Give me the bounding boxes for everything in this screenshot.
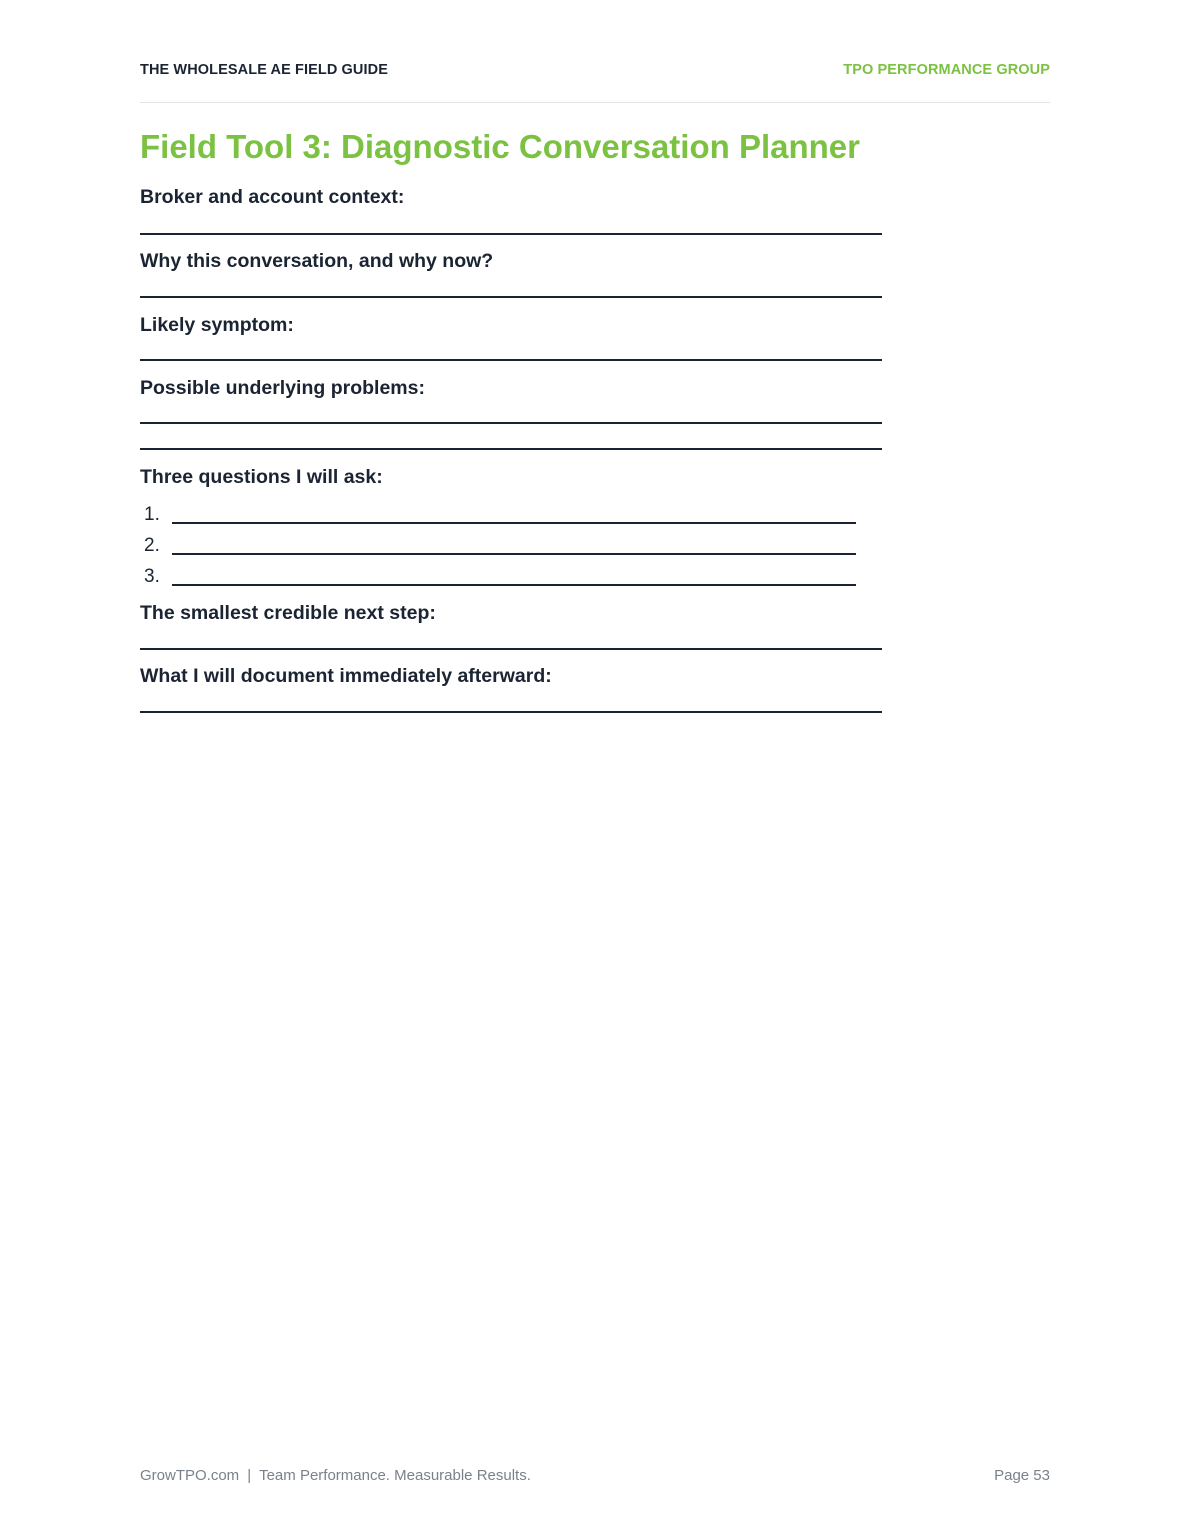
footer-site: GrowTPO.com <box>140 1467 240 1484</box>
guide-title: THE WHOLESALE AE FIELD GUIDE <box>140 62 388 78</box>
question-number-1: 1. <box>144 504 160 525</box>
page-number: Page 53 <box>994 1467 1050 1484</box>
question-answer-line-3[interactable] <box>172 584 856 586</box>
problems-answer-line-1[interactable] <box>140 422 882 424</box>
question-number-3: 3. <box>144 566 160 587</box>
symptom-label: Likely symptom: <box>140 314 294 336</box>
why-now-answer-line[interactable] <box>140 296 882 298</box>
question-number-2: 2. <box>144 535 160 556</box>
page-title: Field Tool 3: Diagnostic Conversation Planner <box>140 128 860 165</box>
document-answer-line[interactable] <box>140 711 882 713</box>
symptom-answer-line[interactable] <box>140 359 882 361</box>
question-answer-line-1[interactable] <box>172 522 856 524</box>
questions-label: Three questions I will ask: <box>140 466 383 488</box>
page-footer <box>140 1467 531 1484</box>
why-now-label: Why this conversation, and why now? <box>140 250 494 272</box>
context-label: Broker and account context: <box>140 186 405 208</box>
header-divider <box>140 102 1050 103</box>
problems-answer-line-2[interactable] <box>140 448 882 450</box>
footer-tagline: Team Performance. Measurable Results. <box>259 1467 531 1484</box>
next-step-label: The smallest credible next step: <box>140 602 436 624</box>
question-answer-line-2[interactable] <box>172 553 856 555</box>
problems-label: Possible underlying problems: <box>140 377 425 399</box>
document-label: What I will document immediately afterward: <box>140 665 552 687</box>
org-name: TPO PERFORMANCE GROUP <box>843 62 1050 78</box>
context-answer-line[interactable] <box>140 233 882 235</box>
next-step-answer-line[interactable] <box>140 648 882 650</box>
page-header <box>140 62 1050 82</box>
footer-separator: | <box>247 1467 252 1484</box>
